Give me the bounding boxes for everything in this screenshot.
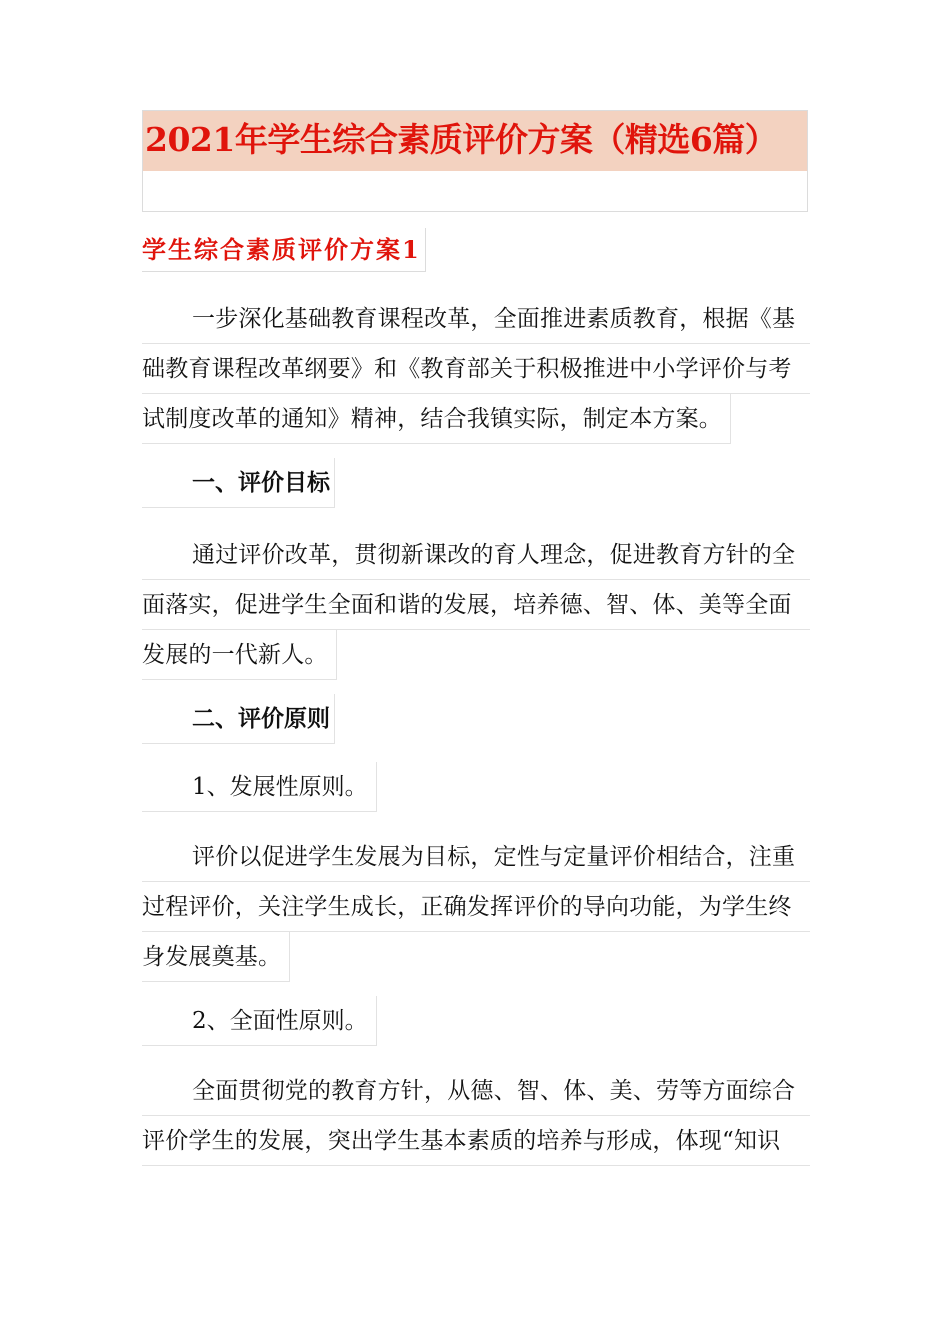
principle-1-title: 1、发展性原则。: [142, 762, 377, 812]
principle-1-line-2: 过程评价，关注学生成长，正确发挥评价的导向功能，为学生终: [142, 882, 810, 932]
intro-line-1: 一步深化基础教育课程改革，全面推进素质教育，根据《基: [142, 294, 810, 344]
principle-2-title: 2、全面性原则。: [142, 996, 377, 1046]
intro-line-3: 试制度改革的通知》精神，结合我镇实际，制定本方案。: [142, 394, 731, 444]
principle-1-line-3: 身发展奠基。: [142, 932, 290, 982]
title-box: [142, 110, 808, 212]
goal-line-3: 发展的一代新人。: [142, 630, 337, 680]
goal-paragraph: [142, 530, 810, 684]
goal-line-1: 通过评价改革，贯彻新课改的育人理念，促进教育方针的全: [142, 530, 810, 580]
heading-evaluation-goal: 一、评价目标: [142, 458, 335, 508]
principle-1-line-1: 评价以促进学生发展为目标，定性与定量评价相结合，注重: [142, 832, 810, 882]
intro-paragraph: [142, 294, 810, 448]
section-heading: 学生综合素质评价方案1: [142, 228, 426, 272]
intro-line-2: 础教育课程改革纲要》和《教育部关于积极推进中小学评价与考: [142, 344, 810, 394]
heading-evaluation-principle: 二、评价原则: [142, 694, 335, 744]
principle-1-paragraph: [142, 832, 810, 986]
goal-line-2: 面落实，促进学生全面和谐的发展，培养德、智、体、美等全面: [142, 580, 810, 630]
document-title: 2021年学生综合素质评价方案（精选6篇）: [145, 120, 778, 159]
principle-2-line-2: 评价学生的发展，突出学生基本素质的培养与形成，体现“知识: [142, 1116, 810, 1166]
principle-2-paragraph: [142, 1066, 810, 1166]
principle-2-line-1: 全面贯彻党的教育方针，从德、智、体、美、劳等方面综合: [142, 1066, 810, 1116]
